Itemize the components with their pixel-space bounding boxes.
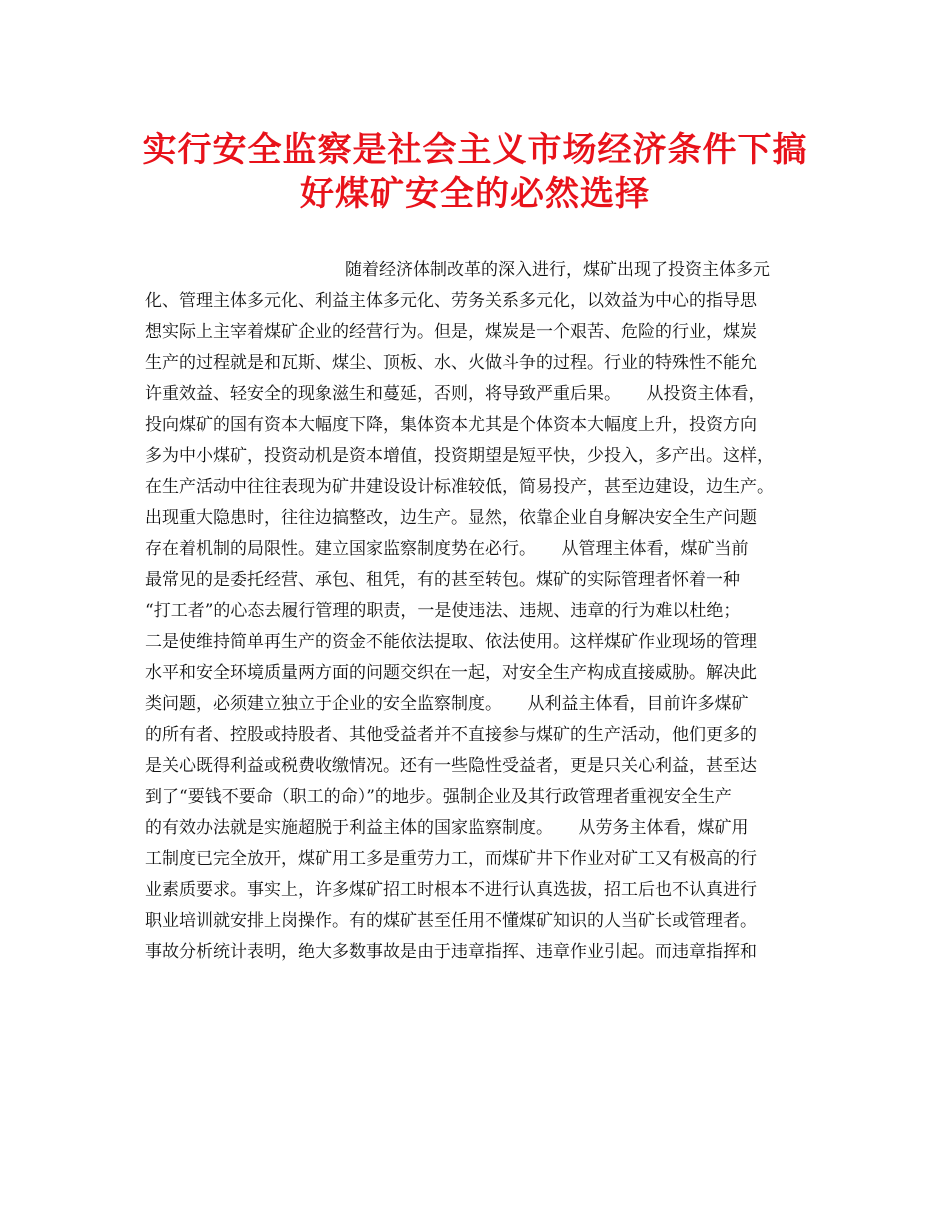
body-line: 想实际上主宰着煤矿企业的经营行为。但是，煤炭是一个艰苦、危险的行业，煤炭 xyxy=(145,322,757,342)
body-line: 水平和安全环境质量两方面的问题交织在一起，对安全生产构成直接威胁。解决此 xyxy=(145,663,757,683)
body-line: 随着经济体制改革的深入进行，煤矿出现了投资主体多元 xyxy=(345,260,770,280)
title-line-1: 实行安全监察是社会主义市场经济条件下搞 xyxy=(142,130,808,170)
body-line: 业素质要求。事实上，许多煤矿招工时根本不进行认真选拔，招工后也不认真进行 xyxy=(145,880,757,900)
body-line: 投向煤矿的国有资本大幅度下降，集体资本尤其是个体资本大幅度上升，投资方向 xyxy=(145,415,757,435)
body-line: 到了“要钱不要命（职工的命）”的地步。强制企业及其行政管理者重视安全生产 xyxy=(145,787,732,807)
body-line: 是关心既得利益或税费收缴情况。还有一些隐性受益者，更是只关心利益，甚至达 xyxy=(145,756,757,776)
body-line: “打工者”的心态去履行管理的职责，一是使违法、违规、违章的行为难以杜绝； xyxy=(145,601,741,621)
body-line: 类问题，必须建立独立于企业的安全监察制度。 从利益主体看，目前许多煤矿 xyxy=(145,694,749,714)
title-line-2: 好煤矿安全的必然选择 xyxy=(300,174,650,214)
body-line: 许重效益、轻安全的现象滋生和蔓延，否则，将导致严重后果。 从投资主体看， xyxy=(145,384,766,404)
body-line: 最常见的是委托经营、承包、租凭，有的甚至转包。煤矿的实际管理者怀着一种 xyxy=(145,570,740,590)
body-line: 出现重大隐患时，往往边搞整改，边生产。显然，依靠企业自身解决安全生产问题 xyxy=(145,508,757,528)
body-line: 在生产活动中往往表现为矿井建设设计标准较低，简易投产，甚至边建设，边生产。 xyxy=(145,477,774,497)
body-line: 存在着机制的局限性。建立国家监察制度势在必行。 从管理主体看，煤矿当前 xyxy=(145,539,749,559)
body-line: 事故分析统计表明，绝大多数事故是由于违章指挥、违章作业引起。而违章指挥和 xyxy=(145,942,757,962)
body-line: 多为中小煤矿，投资动机是资本增值，投资期望是短平快，少投入，多产出。这样， xyxy=(145,446,774,466)
body-line: 二是使维持简单再生产的资金不能依法提取、依法使用。这样煤矿作业现场的管理 xyxy=(145,632,757,652)
body-line: 的有效办法就是实施超脱于利益主体的国家监察制度。 从劳务主体看，煤矿用 xyxy=(145,818,749,838)
body-line: 职业培训就安排上岗操作。有的煤矿甚至任用不懂煤矿知识的人当矿长或管理者。 xyxy=(145,911,757,931)
document-body xyxy=(145,255,825,968)
body-line: 化、管理主体多元化、利益主体多元化、劳务关系多元化，以效益为中心的指导思 xyxy=(145,291,757,311)
body-line: 生产的过程就是和瓦斯、煤尘、顶板、水、火做斗争的过程。行业的特殊性不能允 xyxy=(145,353,757,373)
document-title xyxy=(120,128,830,216)
body-line: 工制度已完全放开，煤矿用工多是重劳力工，而煤矿井下作业对矿工又有极高的行 xyxy=(145,849,757,869)
body-line: 的所有者、控股或持股者、其他受益者并不直接参与煤矿的生产活动，他们更多的 xyxy=(145,725,757,745)
